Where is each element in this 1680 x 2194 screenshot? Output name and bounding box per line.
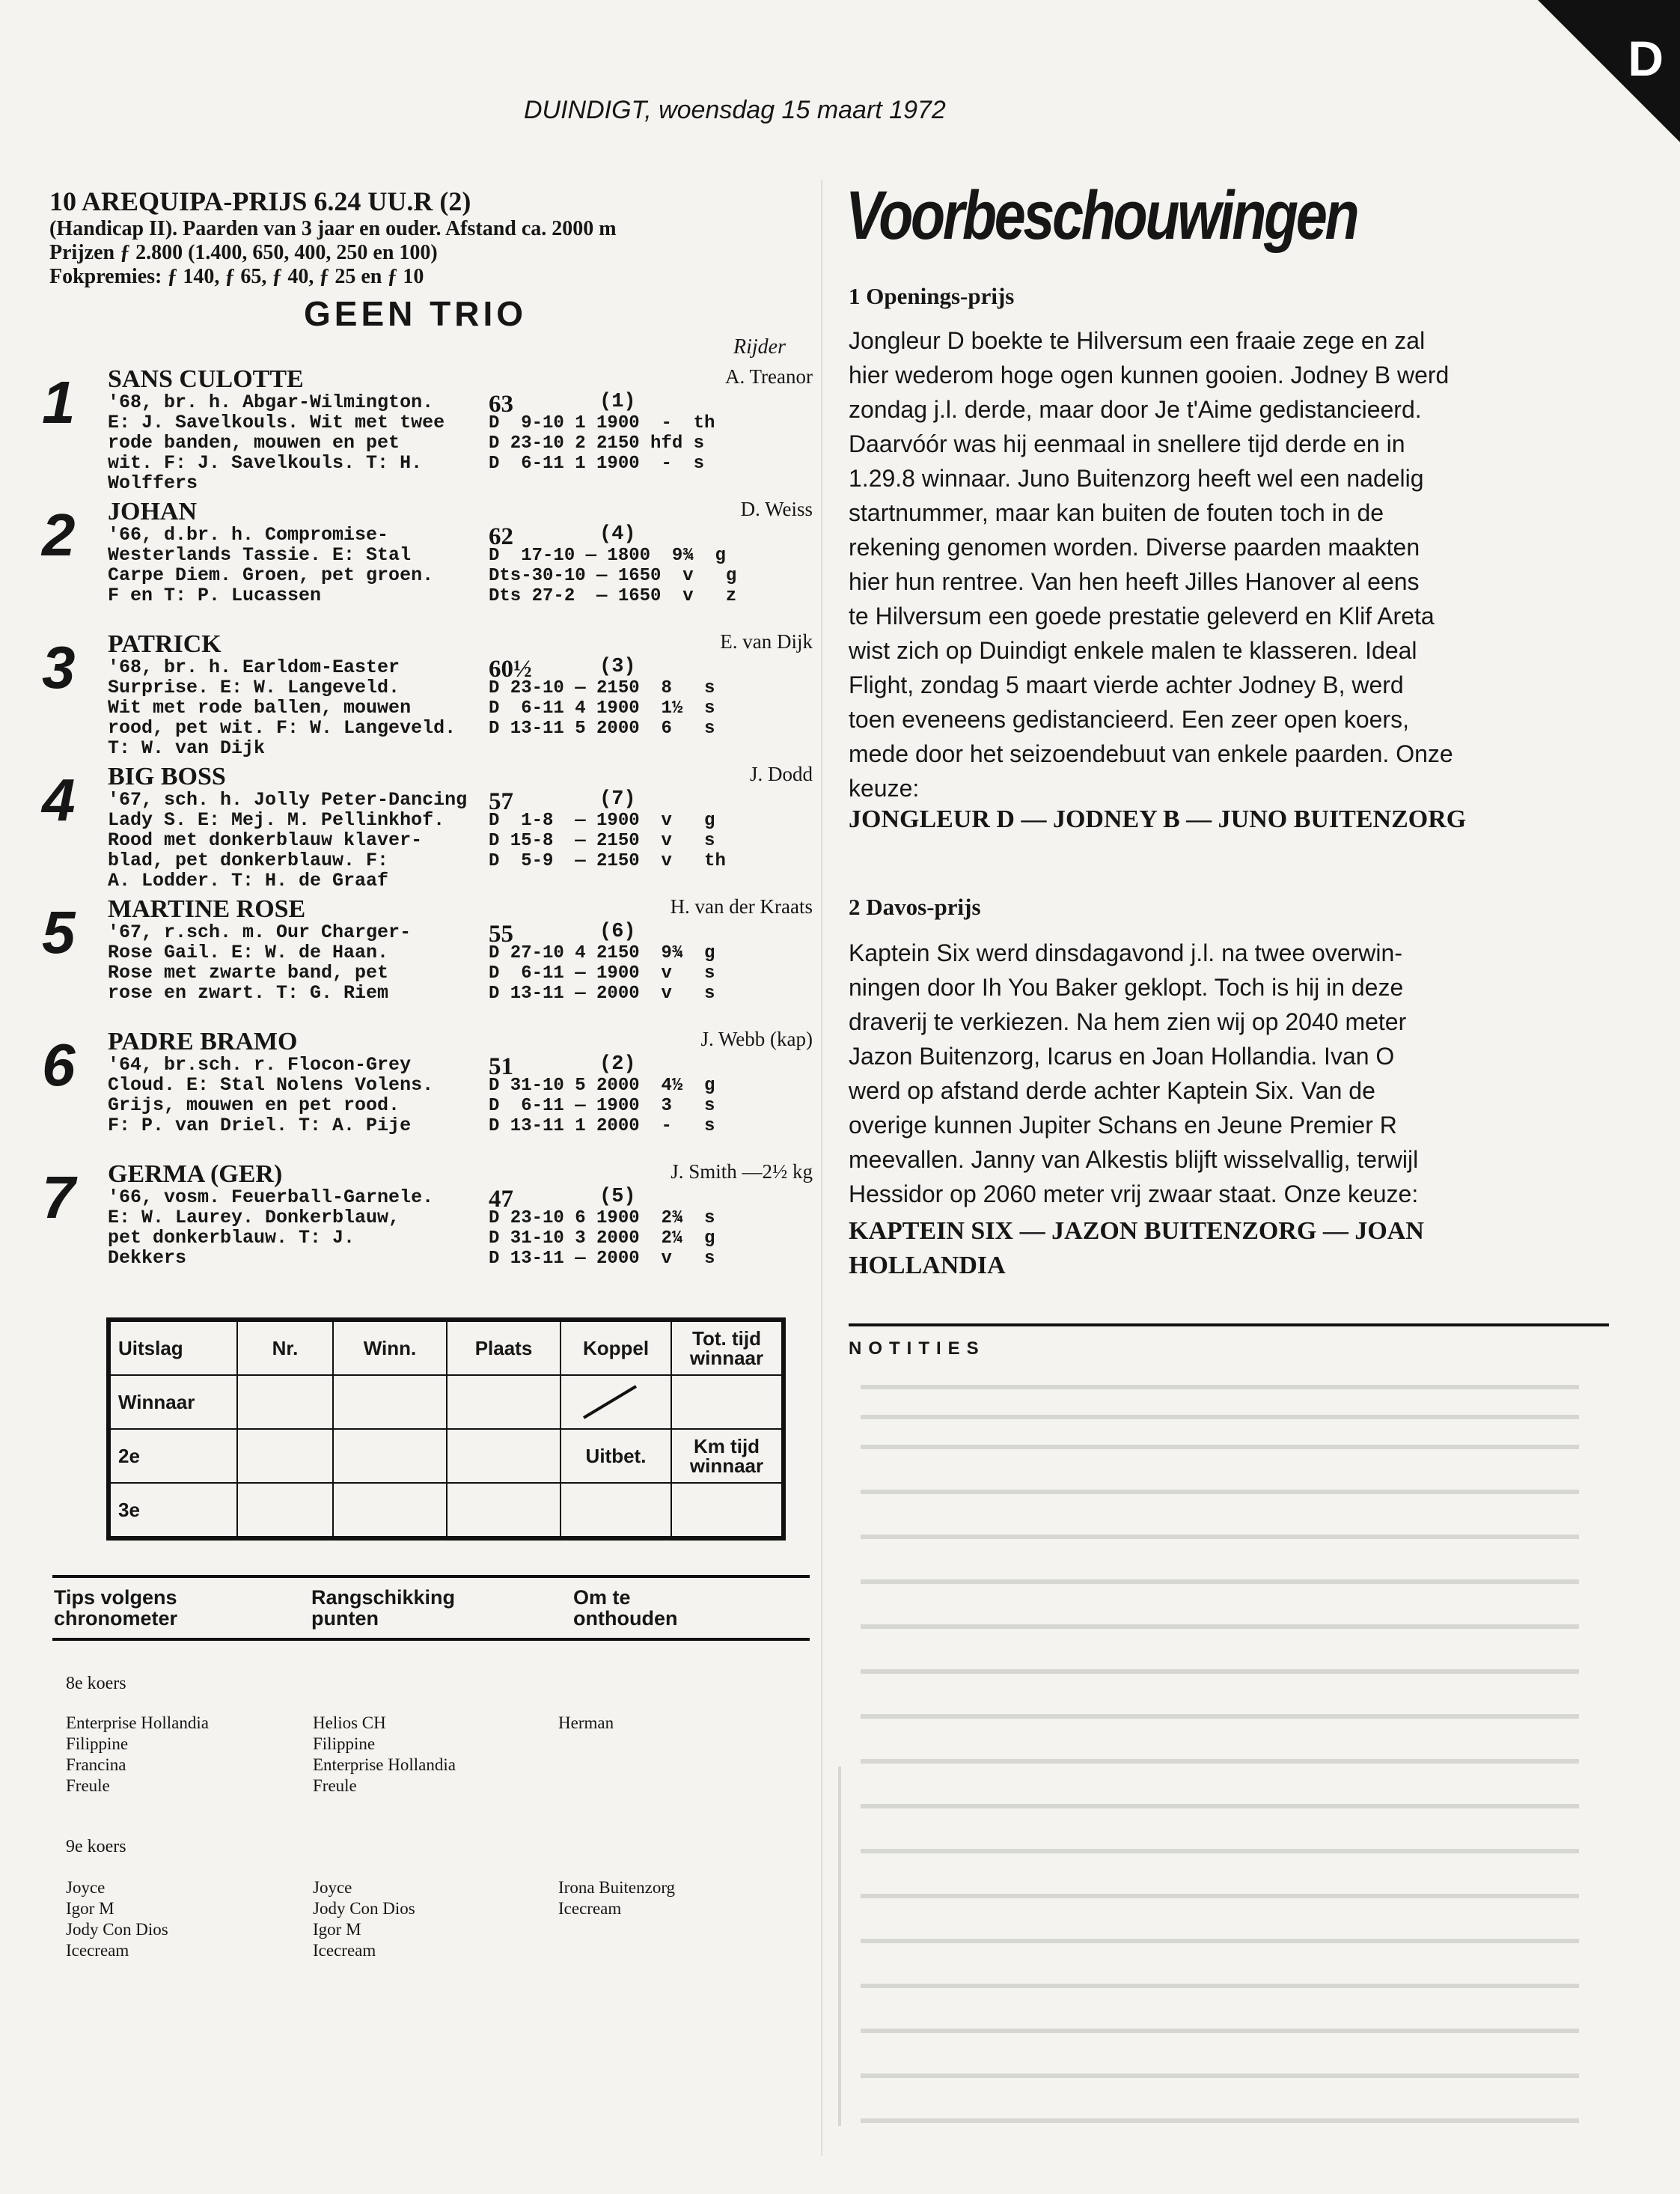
horse-start-number: (4)	[599, 523, 636, 546]
horse-number: 7	[42, 1164, 76, 1231]
horse-form-lines	[489, 546, 818, 606]
result-cell	[560, 1483, 671, 1538]
horse-description-line: '68, br. h. Abgar-Wilmington.	[108, 392, 434, 412]
horse-start-number: (2)	[599, 1053, 636, 1076]
horse-description-line: E: W. Laurey. Donkerblauw,	[108, 1207, 400, 1228]
tip-horse: Freule	[313, 1776, 357, 1795]
result-cell	[671, 1483, 784, 1538]
paragraph-line: zondag j.l. derde, maar door Je t'Aime gedistancieerd.	[849, 396, 1422, 423]
horse-description-line: rood, pet wit. F: W. Langeveld.	[108, 718, 456, 738]
masthead	[524, 96, 946, 125]
horse-form-lines	[489, 678, 818, 739]
horse-entry	[42, 895, 813, 1023]
horse-weight: 51	[489, 1053, 513, 1080]
horse-start-number: (6)	[599, 921, 636, 943]
tip-horse: Helios CH	[313, 1713, 386, 1732]
paragraph-line: startnummer, maar kan buiten de fouten toch in de	[849, 499, 1384, 526]
horse-form-lines	[489, 943, 818, 1004]
result-row	[109, 1483, 784, 1538]
horse-form-line: D 9-10 1 1900 - th	[489, 413, 715, 433]
sec1-heading: 1 Openings-prijs	[849, 283, 1015, 309]
horse-form-line: Dts-30-10 — 1650 v g	[489, 566, 737, 586]
result-cell	[237, 1483, 333, 1538]
race-title: 10 AREQUIPA-PRIJS 6.24 UU.R (2)	[49, 186, 471, 216]
paragraph-line: ningen door Ih You Baker geklopt. Toch is hij in deze	[849, 974, 1404, 1001]
tip-horse: Igor M	[313, 1920, 361, 1939]
horse-entry	[42, 365, 813, 493]
koers9-onthouden	[558, 1877, 675, 1919]
result-cell	[237, 1429, 333, 1483]
horse-description-line: '64, br.sch. r. Flocon-Grey	[108, 1055, 412, 1075]
horse-description-line: Rose Gail. E: W. de Haan.	[108, 942, 389, 963]
tips-col-chronometer: Tips volgens chronometer	[54, 1586, 178, 1630]
result-cell	[447, 1375, 560, 1429]
horse-weight: 62	[489, 523, 513, 550]
race-breeding-premiums: Fokpremies: ƒ 140, ƒ 65, ƒ 40, ƒ 25 en ƒ 10	[49, 265, 424, 288]
horse-start-number: (1)	[599, 391, 636, 413]
tip-horse: Icecream	[66, 1941, 129, 1960]
horse-number: 3	[42, 634, 76, 701]
horse-form-lines	[489, 1076, 818, 1136]
horse-start-number: (7)	[599, 788, 636, 811]
horse-form-line: D 23-10 — 2150 8 s	[489, 678, 715, 698]
notities-bar: NOTITIES	[849, 1323, 1609, 1368]
tip-horse: Filippine	[313, 1734, 376, 1753]
paragraph-line: toen eveneens gedistancieerd. Een zeer open koers,	[849, 706, 1409, 733]
horse-entry	[42, 763, 813, 890]
horse-form-line: D 6-11 4 1900 1½ s	[489, 698, 715, 719]
paragraph-line: 1.29.8 winnaar. Juno Buitenzorg heeft wel een nadelig	[849, 465, 1424, 492]
horse-jockey: J. Webb (kap)	[700, 1028, 813, 1050]
horse-form-line: D 27-10 4 2150 9¾ g	[489, 943, 715, 963]
paragraph-line: hier wederom hoge ogen kunnen gooien. Jodney B werd	[849, 362, 1450, 388]
koers9-punten	[313, 1877, 415, 1961]
paragraph-line: rekening genomen worden. Diverse paarden maakten	[849, 534, 1420, 561]
result-header-cell: Uitslag	[109, 1320, 237, 1375]
horse-number: 5	[42, 899, 76, 966]
horse-description-line: rose en zwart. T: G. Riem	[108, 983, 389, 1003]
result-row-label: 3e	[109, 1483, 237, 1538]
horse-form-line: D 6-11 — 1900 3 s	[489, 1096, 715, 1116]
paragraph-line: keuze:	[849, 775, 920, 802]
horse-jockey: H. van der Kraats	[670, 895, 813, 918]
horse-weight: 57	[489, 788, 513, 815]
horse-description-line: Wolffers	[108, 473, 198, 493]
paragraph-line: wist zich op Duindigt enkele malen te klasseren. Ideal	[849, 637, 1417, 664]
result-cell	[671, 1375, 784, 1429]
horse-description-line: wit. F: J. Savelkouls. T: H.	[108, 453, 423, 473]
horse-number: 4	[42, 767, 76, 833]
horse-number: 2	[42, 502, 76, 568]
horse-description	[108, 1187, 512, 1268]
horse-description-line: Wit met rode ballen, mouwen	[108, 698, 412, 718]
horse-description-line: F en T: P. Lucassen	[108, 585, 322, 606]
horse-description-line: '66, vosm. Feuerball-Garnele.	[108, 1187, 434, 1207]
tip-horse: Irona Buitenzorg	[558, 1878, 676, 1897]
koers8-punten	[313, 1713, 456, 1797]
horse-form-line: Dts 27-2 — 1650 v z	[489, 586, 737, 606]
koppel-slash-cell	[560, 1375, 671, 1429]
tip-horse: Icecream	[558, 1899, 622, 1918]
uitbet-label: Uitbet.	[560, 1429, 671, 1483]
horse-start-number: (3)	[599, 656, 636, 678]
horse-entry	[42, 498, 813, 625]
koers8-label: 8e koers	[66, 1674, 126, 1693]
paragraph-line: Hessidor op 2060 meter vrij zwaar staat. Onze keuze:	[849, 1180, 1419, 1207]
paragraph-line: te Hilversum een goede prestatie geleverd en Klif Areta	[849, 603, 1435, 630]
horse-form-line: D 1-8 — 1900 v g	[489, 811, 715, 831]
sec2-pick-line1: KAPTEIN SIX — JAZON BUITENZORG — JOAN	[849, 1217, 1424, 1245]
result-header-cell: Koppel	[560, 1320, 671, 1375]
koers8-chronometer	[66, 1713, 209, 1797]
horse-form-line: D 15-8 — 2150 v s	[489, 831, 715, 851]
rijder-label: Rijder	[733, 335, 786, 359]
horse-form-lines	[489, 413, 818, 474]
masthead-date: , woensdag 15 maart 1972	[644, 96, 946, 124]
slash-mark	[561, 1376, 656, 1428]
horse-form-line: D 13-11 — 2000 v s	[489, 1249, 715, 1269]
horse-form-line: D 5-9 — 2150 v th	[489, 851, 726, 871]
horse-name: GERMA (GER)	[108, 1160, 283, 1188]
tips-col-punten: Rangschikking punten	[311, 1586, 456, 1630]
horse-name: PADRE BRAMO	[108, 1028, 298, 1055]
result-header-cell: Nr.	[237, 1320, 333, 1375]
horse-jockey: J. Smith —2½ kg	[671, 1160, 813, 1183]
geen-trio: GEEN TRIO	[304, 294, 528, 333]
horse-jockey: J. Dodd	[749, 763, 813, 785]
tip-horse: Herman	[558, 1713, 614, 1732]
race-header	[49, 186, 805, 289]
horse-form-line: D 6-11 — 1900 v s	[489, 963, 715, 984]
horse-description	[108, 525, 512, 606]
horse-jockey: A. Treanor	[724, 365, 813, 388]
paragraph-line: Jazon Buitenzorg, Icarus en Joan Hollandia. Ivan O	[849, 1043, 1395, 1070]
result-row	[109, 1429, 784, 1483]
tip-horse: Jody Con Dios	[313, 1899, 415, 1918]
koers9-chronometer	[66, 1877, 168, 1961]
horse-entry	[42, 1160, 813, 1288]
horse-jockey: D. Weiss	[740, 498, 813, 520]
result-header-cell: Plaats	[447, 1320, 560, 1375]
tip-horse: Joyce	[313, 1878, 352, 1897]
koers8-onthouden	[558, 1713, 614, 1734]
horse-weight: 63	[489, 391, 513, 418]
horse-form-line: D 13-11 1 2000 - s	[489, 1116, 715, 1136]
horse-start-number: (5)	[599, 1186, 636, 1208]
result-row-label: 2e	[109, 1429, 237, 1483]
paragraph-line: Flight, zondag 5 maart vierde achter Jodney B, werd	[849, 671, 1404, 698]
sec2-pick-line2: HOLLANDIA	[849, 1252, 1006, 1279]
result-row-label: Winnaar	[109, 1375, 237, 1429]
horse-description	[108, 1055, 512, 1136]
horse-weight: 55	[489, 921, 513, 948]
result-cell	[333, 1429, 447, 1483]
sec1-paragraph	[849, 323, 1609, 805]
tip-horse: Filippine	[66, 1734, 129, 1753]
horse-description-line: '67, r.sch. m. Our Charger-	[108, 922, 412, 942]
sec2-paragraph	[849, 936, 1609, 1211]
koers9-label: 9e koers	[66, 1837, 126, 1856]
horse-description-line: '68, br. h. Earldom-Easter	[108, 657, 400, 677]
horse-description	[108, 922, 512, 1003]
horse-description-line: Westerlands Tassie. E: Stal	[108, 545, 412, 565]
horse-description-line: rode banden, mouwen en pet	[108, 433, 400, 453]
sec2-heading: 2 Davos-prijs	[849, 894, 981, 920]
sec1-pick: JONGLEUR D — JODNEY B — JUNO BUITENZORG	[849, 805, 1467, 833]
tip-horse: Francina	[66, 1755, 126, 1774]
race-conditions: (Handicap II). Paarden van 3 jaar en ouder. Afstand ca. 2000 m	[49, 217, 617, 240]
horse-description-line: Rose met zwarte band, pet	[108, 963, 389, 983]
horse-description	[108, 392, 512, 493]
tip-horse: Jody Con Dios	[66, 1920, 168, 1939]
horse-form-lines	[489, 811, 818, 871]
horse-name: JOHAN	[108, 498, 197, 525]
tip-horse: Freule	[66, 1776, 110, 1795]
horse-form-line: D 6-11 1 1900 - s	[489, 454, 705, 474]
horse-description-line: Carpe Diem. Groen, pet groen.	[108, 565, 434, 585]
horse-form-line: D 13-11 5 2000 6 s	[489, 719, 715, 739]
result-row	[109, 1375, 784, 1429]
horse-form-lines	[489, 1208, 818, 1269]
paragraph-line: werd op afstand derde achter Kaptein Six. Van de	[849, 1077, 1375, 1104]
result-header-cell: Tot. tijd winnaar	[671, 1320, 784, 1375]
tip-horse: Enterprise Hollandia	[313, 1755, 456, 1774]
horse-description-line: Lady S. E: Mej. M. Pellinkhof.	[108, 810, 445, 830]
horse-form-line: D 13-11 — 2000 v s	[489, 984, 715, 1004]
paragraph-line: mede door het seizoendebuut van enkele paarden. Onze	[849, 740, 1453, 767]
km-tijd-label: Km tijd winnaar	[671, 1429, 784, 1483]
horse-weight: 60½	[489, 656, 532, 683]
horse-form-line: D 23-10 6 1900 2¾ s	[489, 1208, 715, 1228]
horse-description-line: E: J. Savelkouls. Wit met twee	[108, 412, 445, 433]
tip-horse: Icecream	[313, 1941, 376, 1960]
tip-horse: Enterprise Hollandia	[66, 1713, 209, 1732]
result-cell	[333, 1375, 447, 1429]
horse-description-line: Surprise. E: W. Langeveld.	[108, 677, 400, 698]
horse-description-line: F: P. van Driel. T: A. Pije	[108, 1115, 412, 1136]
corner-letter: D	[1628, 31, 1664, 86]
result-table	[106, 1317, 786, 1541]
horse-name: MARTINE ROSE	[108, 895, 306, 923]
preview-title: Voorbeschouwingen	[846, 177, 1357, 254]
result-cell	[333, 1483, 447, 1538]
result-table-header	[109, 1320, 784, 1375]
paragraph-line: Kaptein Six werd dinsdagavond j.l. na twee overwin-	[849, 939, 1402, 966]
horse-description-line: T: W. van Dijk	[108, 738, 266, 758]
paragraph-line: Daarvóór was hij eenmaal in snellere tijd derde en in	[849, 430, 1405, 457]
horse-form-line: D 31-10 5 2000 4½ g	[489, 1076, 715, 1096]
result-cell	[447, 1429, 560, 1483]
horse-description-line: Cloud. E: Stal Nolens Volens.	[108, 1075, 434, 1095]
horse-name: PATRICK	[108, 630, 222, 658]
paragraph-line: draverij te verkiezen. Na hem zien wij op 2040 meter	[849, 1008, 1407, 1035]
result-cell	[447, 1483, 560, 1538]
tips-header	[52, 1575, 810, 1641]
horse-description-line: Rood met donkerblauw klaver-	[108, 830, 423, 850]
column-divider	[821, 180, 822, 2156]
horse-description	[108, 657, 512, 758]
paragraph-line: hier hun rentree. Van hen heeft Jilles Hanover al eens	[849, 568, 1420, 595]
horse-entry	[42, 630, 813, 758]
result-header-cell: Winn.	[333, 1320, 447, 1375]
horse-description-line: blad, pet donkerblauw. F:	[108, 850, 389, 871]
horse-weight: 47	[489, 1186, 513, 1213]
horse-form-line: D 17-10 — 1800 9¾ g	[489, 546, 726, 566]
race-prizes: Prijzen ƒ 2.800 (1.400, 650, 400, 250 en 100)	[49, 241, 438, 264]
horse-jockey: E. van Dijk	[720, 630, 813, 653]
horse-description-line: '66, d.br. h. Compromise-	[108, 525, 389, 545]
horse-description-line: Grijs, mouwen en pet rood.	[108, 1095, 400, 1115]
horse-description-line: pet donkerblauw. T: J.	[108, 1228, 355, 1248]
horse-name: SANS CULOTTE	[108, 365, 304, 393]
horse-number: 6	[42, 1032, 76, 1098]
horse-name: BIG BOSS	[108, 763, 226, 790]
horse-description-line: Dekkers	[108, 1248, 187, 1268]
horse-description-line: A. Lodder. T: H. de Graaf	[108, 871, 389, 891]
result-cell	[237, 1375, 333, 1429]
horse-form-line: D 31-10 3 2000 2¼ g	[489, 1228, 715, 1249]
horse-entry	[42, 1028, 813, 1155]
tips-col-onthouden: Om te onthouden	[573, 1586, 678, 1630]
horse-number: 1	[42, 369, 76, 436]
tip-horse: Igor M	[66, 1899, 114, 1918]
horse-form-line: D 23-10 2 2150 hfd s	[489, 433, 705, 454]
paragraph-line: overige kunnen Jupiter Schans en Jeune Premier R	[849, 1112, 1397, 1139]
tip-horse: Joyce	[66, 1878, 106, 1897]
horse-description-line: '67, sch. h. Jolly Peter-Dancing	[108, 790, 468, 810]
paragraph-line: Jongleur D boekte te Hilversum een fraaie zege en zal	[849, 327, 1426, 354]
masthead-paper: DUINDIGT	[524, 96, 645, 124]
horse-description	[108, 790, 512, 891]
paragraph-line: meevallen. Janny van Alkestis blijft wisselvallig, terwijl	[849, 1146, 1419, 1173]
